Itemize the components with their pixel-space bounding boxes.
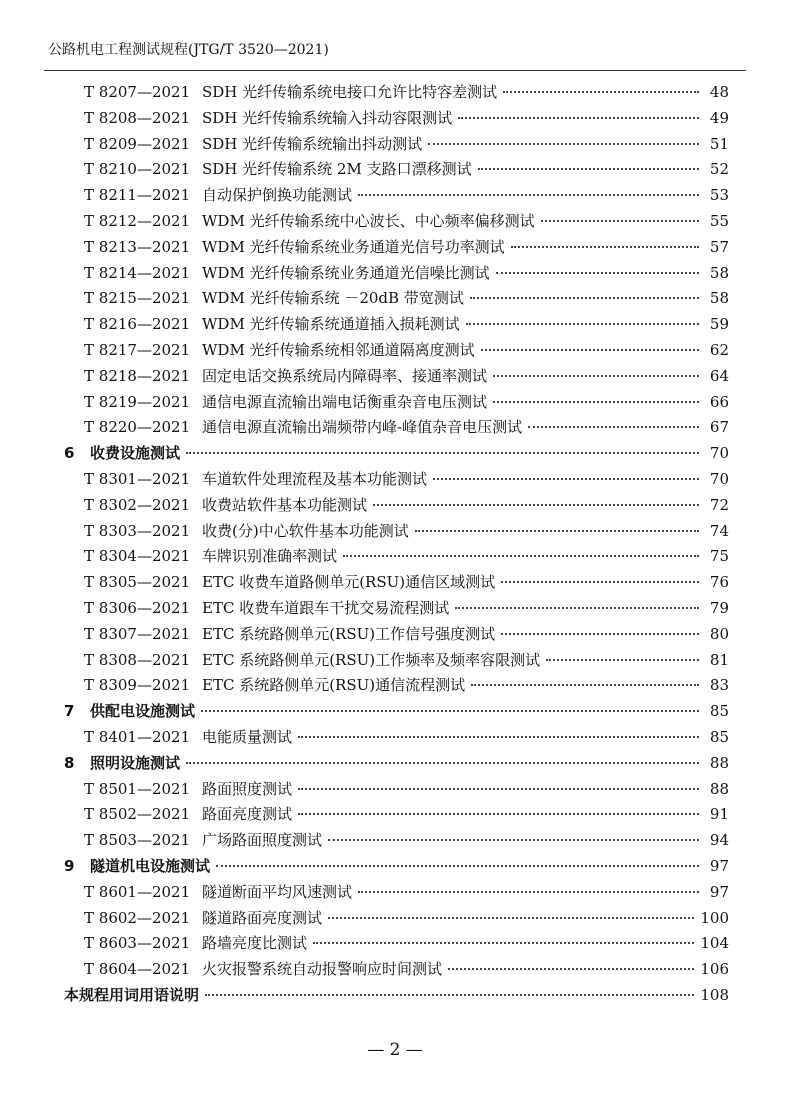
toc-entry-code: T 8301—2021 — [84, 469, 191, 488]
toc-title: 车道软件处理流程及基本功能测试 — [202, 469, 428, 488]
toc-terms[interactable] — [64, 983, 729, 1009]
toc-entry-code: T 8219—2021 — [84, 392, 191, 411]
dot-leader — [496, 272, 699, 274]
toc-entry[interactable] — [64, 157, 729, 183]
toc-title: SDH 光纤传输系统 2M 支路口漂移测试 — [202, 160, 472, 179]
toc-page-number: 81 — [709, 650, 729, 669]
toc-entry-code: T 8215—2021 — [84, 289, 191, 308]
dot-leader — [541, 220, 699, 222]
toc-entry[interactable] — [64, 467, 729, 493]
toc-entry-code: T 8602—2021 — [84, 908, 191, 927]
toc-title: WDM 光纤传输系统相邻通道隔离度测试 — [202, 340, 475, 359]
dot-leader — [471, 684, 699, 686]
toc-entry[interactable] — [64, 338, 729, 364]
toc-entry-code: T 8502—2021 — [84, 805, 191, 824]
toc-entry-code: T 8304—2021 — [84, 547, 191, 566]
toc-title: ETC 收费车道跟车干扰交易流程测试 — [202, 598, 450, 617]
toc-page-number: 80 — [709, 624, 729, 643]
toc-title: 广场路面照度测试 — [202, 831, 323, 850]
toc-page-number: 52 — [709, 160, 729, 179]
toc-entry[interactable] — [64, 544, 729, 570]
dot-leader — [466, 323, 699, 325]
toc-title: 车牌识别准确率测试 — [202, 547, 338, 566]
dot-leader — [455, 607, 699, 609]
page-number: — 2 — — [367, 1040, 423, 1060]
toc-title: ETC 系统路侧单元(RSU)工作信号强度测试 — [202, 624, 496, 643]
toc-page-number: 62 — [709, 340, 729, 359]
toc-page-number: 83 — [709, 676, 729, 695]
toc-entry-code: T 8212—2021 — [84, 211, 191, 230]
toc-page-number: 97 — [709, 856, 729, 875]
toc-page-number: 64 — [709, 366, 729, 385]
toc-entry-code: T 8305—2021 — [84, 573, 191, 592]
toc-page-number: 49 — [709, 108, 729, 127]
toc-entry[interactable] — [64, 673, 729, 699]
dot-leader — [415, 530, 699, 532]
toc-title: 固定电话交换系统局内障碍率、接通率测试 — [202, 366, 488, 385]
toc-entry-code: T 8214—2021 — [84, 263, 191, 282]
toc-entry[interactable] — [64, 493, 729, 519]
toc-title: 通信电源直流输出端电话衡重杂音电压测试 — [202, 392, 488, 411]
toc-entry[interactable] — [64, 570, 729, 596]
toc-page-number: 79 — [709, 598, 729, 617]
toc-page-number: 48 — [709, 83, 729, 101]
toc-page-number: 88 — [709, 753, 729, 772]
dot-leader — [478, 168, 699, 170]
toc-entry[interactable] — [64, 906, 729, 932]
toc-title: 隧道机电设施测试 — [90, 856, 211, 875]
toc-title: 本规程用词用语说明 — [64, 985, 200, 1004]
toc-entry[interactable] — [64, 802, 729, 828]
toc-entry-code: T 8220—2021 — [84, 418, 191, 437]
toc-title: 电能质量测试 — [202, 727, 293, 746]
toc-entry-code: T 8208—2021 — [84, 108, 191, 127]
toc-entry[interactable] — [64, 312, 729, 338]
toc-chapter[interactable] — [64, 751, 729, 777]
toc-title: WDM 光纤传输系统中心波长、中心频率偏移测试 — [202, 211, 535, 230]
toc-entry-code: T 8308—2021 — [84, 650, 191, 669]
dot-leader — [373, 504, 699, 506]
toc-page-number: 97 — [709, 882, 729, 901]
toc-entry[interactable] — [64, 261, 729, 287]
toc-entry[interactable] — [64, 364, 729, 390]
toc-entry[interactable] — [64, 209, 729, 235]
toc-entry[interactable] — [64, 957, 729, 983]
header-divider — [44, 70, 746, 71]
toc-entry[interactable] — [64, 286, 729, 312]
dot-leader — [511, 246, 699, 248]
toc-entry[interactable] — [64, 390, 729, 416]
toc-chapter[interactable] — [64, 854, 729, 880]
dot-leader — [328, 839, 699, 841]
toc-entry[interactable] — [64, 415, 729, 441]
dot-leader — [328, 917, 694, 919]
toc-page-number: 100 — [700, 908, 729, 927]
toc-title: SDH 光纤传输系统输入抖动容限测试 — [202, 108, 453, 127]
dot-leader — [503, 91, 699, 93]
dot-leader — [428, 143, 699, 145]
toc-entry[interactable] — [64, 880, 729, 906]
toc-entry-code: T 8207—2021 — [84, 83, 191, 101]
toc-entry-code: T 8216—2021 — [84, 315, 191, 334]
toc-page-number: 66 — [709, 392, 729, 411]
toc-entry-code: T 8210—2021 — [84, 160, 191, 179]
toc-title: 通信电源直流输出端频带内峰-峰值杂音电压测试 — [202, 418, 523, 437]
toc-title: 路墙亮度比测试 — [202, 934, 308, 953]
toc-entry-code: T 8601—2021 — [84, 882, 191, 901]
toc-entry-code: T 8303—2021 — [84, 521, 191, 540]
dot-leader — [298, 736, 699, 738]
toc-page-number: 75 — [709, 547, 729, 566]
toc-entry-code: T 8503—2021 — [84, 831, 191, 850]
toc-title: ETC 系统路侧单元(RSU)工作频率及频率容限测试 — [202, 650, 541, 669]
toc-page-number: 67 — [709, 418, 729, 437]
dot-leader — [358, 891, 699, 893]
toc-page-number: 58 — [709, 289, 729, 308]
toc-entry-code: T 8209—2021 — [84, 134, 191, 153]
dot-leader — [493, 401, 699, 403]
toc-title: 隧道路面亮度测试 — [202, 908, 323, 927]
toc-title: 收费设施测试 — [90, 444, 181, 463]
toc-page-number: 85 — [709, 727, 729, 746]
toc-title: 供配电设施测试 — [90, 702, 196, 721]
toc-page-number: 94 — [709, 831, 729, 850]
toc-entry-code: T 8603—2021 — [84, 934, 191, 953]
toc-page-number: 58 — [709, 263, 729, 282]
toc-page-number: 106 — [700, 960, 729, 979]
toc-entry[interactable] — [64, 828, 729, 854]
toc-title: 火灾报警系统自动报警响应时间测试 — [202, 960, 443, 979]
toc-page-number: 55 — [709, 211, 729, 230]
dot-leader — [216, 865, 699, 867]
toc-page-number: 70 — [709, 444, 729, 463]
toc-entry-code: T 8309—2021 — [84, 676, 191, 695]
toc-entry-code: T 8217—2021 — [84, 340, 191, 359]
toc-chapter-number: 8 — [64, 753, 75, 772]
toc-entry[interactable] — [64, 777, 729, 803]
dot-leader — [186, 762, 699, 764]
toc-page-number: 108 — [700, 985, 729, 1004]
toc-entry-code: T 8401—2021 — [84, 727, 191, 746]
toc-title: WDM 光纤传输系统通道插入损耗测试 — [202, 315, 460, 334]
dot-leader — [298, 788, 699, 790]
toc-entry[interactable] — [64, 80, 729, 106]
dot-leader — [298, 813, 699, 815]
toc-title: SDH 光纤传输系统电接口允许比特容差测试 — [202, 83, 498, 101]
toc-page-number: 51 — [709, 134, 729, 153]
toc-entry[interactable] — [64, 725, 729, 751]
toc-page-number: 104 — [700, 934, 729, 953]
toc-chapter[interactable] — [64, 699, 729, 725]
toc-page-number: 76 — [709, 573, 729, 592]
toc-title: 收费(分)中心软件基本功能测试 — [202, 521, 409, 540]
toc-page-number: 70 — [709, 469, 729, 488]
dot-leader — [493, 375, 699, 377]
toc-title: ETC 收费车道路侧单元(RSU)通信区域测试 — [202, 573, 496, 592]
dot-leader — [358, 194, 699, 196]
toc-title: 收费站软件基本功能测试 — [202, 495, 368, 514]
toc-title: SDH 光纤传输系统输出抖动测试 — [202, 134, 423, 153]
toc-entry[interactable] — [64, 183, 729, 209]
toc-entry[interactable] — [64, 648, 729, 674]
dot-leader — [343, 555, 699, 557]
toc-title: 隧道断面平均风速测试 — [202, 882, 353, 901]
toc-page-number: 72 — [709, 495, 729, 514]
toc-entry[interactable] — [64, 596, 729, 622]
toc-title: WDM 光纤传输系统业务通道光信号功率测试 — [202, 237, 505, 256]
dot-leader — [205, 994, 694, 996]
toc-page-number: 88 — [709, 779, 729, 798]
toc-entry[interactable] — [64, 106, 729, 132]
toc-entry-code: T 8306—2021 — [84, 598, 191, 617]
toc-entry[interactable] — [64, 235, 729, 261]
dot-leader — [501, 633, 699, 635]
toc-title: 自动保护倒换功能测试 — [202, 186, 353, 205]
toc-entry-code: T 8211—2021 — [84, 186, 191, 205]
toc-entry[interactable] — [64, 931, 729, 957]
toc-entry-code: T 8302—2021 — [84, 495, 191, 514]
toc-page-number: 85 — [709, 702, 729, 721]
dot-leader — [433, 478, 699, 480]
toc-title: 照明设施测试 — [90, 753, 181, 772]
toc-entry-code: T 8604—2021 — [84, 960, 191, 979]
toc-title: ETC 系统路侧单元(RSU)通信流程测试 — [202, 676, 466, 695]
toc-page-number: 74 — [709, 521, 729, 540]
toc-chapter[interactable] — [64, 441, 729, 467]
toc-entry[interactable] — [64, 519, 729, 545]
toc-entry-code: T 8501—2021 — [84, 779, 191, 798]
dot-leader — [481, 349, 699, 351]
running-header: 公路机电工程测试规程(JTG/T 3520—2021) — [48, 42, 329, 58]
dot-leader — [528, 426, 699, 428]
toc-chapter-number: 9 — [64, 856, 75, 875]
toc-entry-code: T 8213—2021 — [84, 237, 191, 256]
dot-leader — [458, 117, 699, 119]
toc-chapter-number: 6 — [64, 444, 75, 463]
toc-title: WDM 光纤传输系统 －20dB 带宽测试 — [202, 289, 464, 308]
dot-leader — [448, 968, 694, 970]
toc-entry-code: T 8218—2021 — [84, 366, 191, 385]
toc-entry[interactable] — [64, 132, 729, 158]
toc-entry-code: T 8307—2021 — [84, 624, 191, 643]
dot-leader — [546, 659, 699, 661]
toc-title: WDM 光纤传输系统业务通道光信噪比测试 — [202, 263, 490, 282]
dot-leader — [470, 297, 699, 299]
toc-page-number: 53 — [709, 186, 729, 205]
toc-page-number: 59 — [709, 315, 729, 334]
dot-leader — [186, 452, 699, 454]
dot-leader — [501, 581, 699, 583]
dot-leader — [201, 710, 699, 712]
toc-title: 路面照度测试 — [202, 779, 293, 798]
toc-chapter-number: 7 — [64, 702, 75, 721]
toc-page-number: 91 — [709, 805, 729, 824]
table-of-contents — [64, 80, 729, 1009]
dot-leader — [313, 942, 694, 944]
toc-entry[interactable] — [64, 622, 729, 648]
toc-page-number: 57 — [709, 237, 729, 256]
toc-title: 路面亮度测试 — [202, 805, 293, 824]
